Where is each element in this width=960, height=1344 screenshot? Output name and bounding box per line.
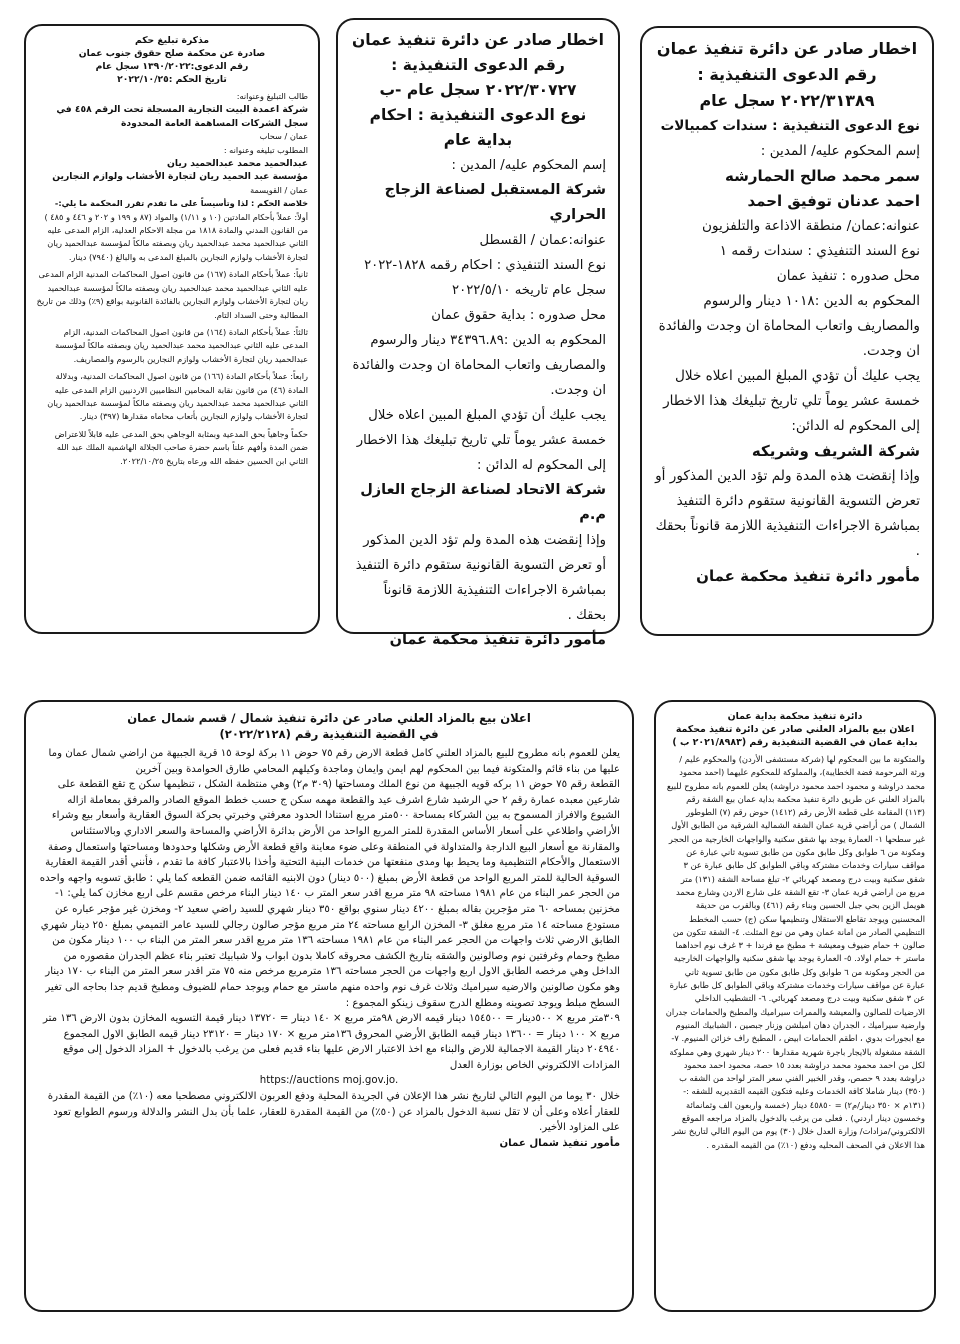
court-name: صادرة عن محكمة صلح حقوق جنوب عمان <box>78 48 266 59</box>
memo-title: مذكرة تبليغ حكم <box>134 35 210 46</box>
recipient-label: المطلوب تبليغه وعنوانه : <box>223 144 308 155</box>
case-number-label: رقم الدعوى التنفيذية : <box>391 56 565 74</box>
deed-type: نوع السند التنفيذي : سندات رقمه ١ <box>719 243 920 259</box>
auction-title: اعلان بيع بالمزاد العلني صادر عن دائرة تنفيذ محكمة بداية عمان في القضية التنفيذية رقم (٢٠٢١/٨٩٨٣ ب ) <box>672 724 918 748</box>
debtor-address: عنوانه:عمان / القسطل <box>479 233 606 248</box>
judgment-date: تاريخ الحكم :٢٠٢٢/١٠/٢٥ <box>117 74 227 85</box>
judgment-item: حكماً وجاهياً بحق المدعية وبمثابة الوجاهي بحق المدعى عليه قابلاً للاعتراض ضمن المدة وأفهم علناً باسم حضرة صاحب الجلالة الهاشمية الملك عبد الله الثاني ابن الحسين حفظه الله ورعاه بتاريخ ٢٠٢٢/١٠/٢٥. <box>54 428 308 466</box>
judgment-summary: خلاصة الحكم : لذا وتأسيساً على ما تقدم تقرر المحكمة ما يلي:- <box>54 198 308 209</box>
auction-notice-amman-first-instance <box>654 700 936 1312</box>
judgment-item: ثالثاً: عملاً بأحكام المادة (١٦٤) من قانون اصول المحاكمات المدنية، الزام المدعى عليه الثاني عبدالحميد محمد عبدالحميد ريان وبصفته مالكاً لمؤسسة عبدالحميد ريان لتجارة الأخشاب ولوازم النجارين بالرسوم والمصاريف. <box>55 326 308 364</box>
issue-place: محل صدوره : تنفيذ عمان <box>776 268 920 284</box>
auction-notice-north-amman <box>24 700 634 1312</box>
creditor-name: شركة الاتحاد لصناعة الزجاج العازل م.م <box>360 482 606 523</box>
issue-place: محل صدوره : بداية حقوق عمان <box>431 308 606 323</box>
warning-text: وإذا إنقضت هذه المدة ولم تؤد الدين المذكور أو تعرض التسوية القانونية ستقوم دائرة التنفيذ بمباشرة الاجراءات التنفيذية اللازمة قانوناً بحقك . <box>655 468 920 559</box>
case-number: ٢٠٢٢/٣١٣٨٩ سجل عام <box>699 91 875 110</box>
case-type: نوع الدعوى التنفيذية : سندات كمبيالات <box>660 118 920 134</box>
judgment-item: أولاً: عملاً بأحكام المادتين (١٠ و ١/١١) والمواد (٨٧ و ١٩٩ و ٢٠٢ و ٤٤٦ و ٤٨٥ ) من القانون المدني والمادة ١٨١٨ من مجلة الاحكام العدلية، الزام المدعى عليه الثاني عبدالحميد محمد عبدالحميد ريان وبصفته مالكاً لمؤسسة عبدالحميد ريان لتجارة الأخشاب ولوازم النجارين بالمبلغ المدعى به والبالغ (٧٩٤٠) دينار. <box>44 211 308 262</box>
execution-notice-amman-30727 <box>336 18 620 648</box>
signature: مأمور دائرة تنفيذ محكمة عمان <box>389 632 606 648</box>
debtor-address: عنوانه:عمان/ منطقة الاذاعة والتلفزيون <box>701 218 920 234</box>
auction-terms: خلال ٣٠ يوما من اليوم التالي لتاريخ نشر هذا الإعلان في الجريدة المحلية ودفع العربون الالكتروني مصطحبا معه (١٠٪) من القيمة المقدرة للعقار أعلاه وعلى أن لا تقل نسبة الدخول بالمزاد عن (٥٠٪) من القيمة المقدرة للعقار، علما بأن بدل النشر والدلالة ورسوم الطوابع تعود على المزاود الأخير. <box>47 1091 620 1134</box>
payment-demand: يجب عليك أن تؤدي المبلغ المبين اعلاه خلال خمسة عشر يوماً تلي تاريخ تبليغك هذا الاخطار إلى المحكوم له الدائن: <box>663 368 920 434</box>
department-name: دائرة تنفيذ محكمة بداية عمان <box>727 711 863 722</box>
debtor-name: احمد عدنان توفيق احمد <box>747 192 920 210</box>
judgment-amount: المحكوم به الدين :٣٤٣٩٦.٨٩ دينار والرسوم والمصاريف واتعاب المحاماة ان وجدت والفائدة ان وجدت. <box>352 333 606 398</box>
requester-address: عمان / سحاب <box>259 131 308 142</box>
auction-intro: يعلن للعموم بانه مطروح للبيع بالمزاد العلني كامل قطعة الارض رقم ٧٥ حوض ١١ بركة لوحة ١٥ قرية الجبيهة من اراضي شمال عمان وما عليها من بناء قائم والمتكونة فيما بين المحكوم لهم ايمن وايمان وماجدة وكيلهم المحامي طارق الحوامدة وبين آخرين <box>48 748 620 775</box>
case-number: ٢٠٢٢/٣٠٧٢٧ سجل عام -ب <box>379 81 577 99</box>
deed-type: نوع السند التنفيذي : احكام رقمه ١٨٢٨-٢٠٢٢ سجل عام تاريخه ٢٠٢٢/٥/١٠ <box>364 258 606 298</box>
signature: مأمور تنفيذ شمال عمان <box>499 1137 620 1149</box>
judgment-item: ثانياً: عملاً بأحكام المادة (١٦٧) من قانون اصول المحاكمات المدنية الزام المدعى عليه الثاني عبدالحميد محمد عبدالحميد ريان وبصفته مالكاً لمؤسسة عبدالحميد ريان لتجارة الأخشاب ولوازم النجارين بالفائدة القانونية بواقع (٩٪) وذلك من تاريخ المطالبة وحتى السداد التام. <box>36 269 308 320</box>
case-number-label: رقم الدعوى التنفيذية : <box>697 65 877 84</box>
creditor-name: شركة الشريف وشريكه <box>751 442 920 460</box>
auction-body: والمتكونة ما بين المحكوم لها (شركة مستشفى الأردن) والمحكوم عليم /ورثة المرحومة فضة الخطايبة)، والمملوكة للمحكوم عليهما (احمد محمود محمد دراوشة و محمود احمد محمود دراوشة) يعلن للعموم بانه مطروح للبيع بالمزاد العلني عن طريق دائرة تنفيذ محكمة بداية عمان بيع الشقة رقم (١١٣) المقامة على قطعة الأرض رقم (١٤١٢) حوض رقم (٧) الطوطور الشمال ) من أراضي قرية عمان الشقة الشمالية الشرقية من الطابق الأول غير سطحها ١- العمارة يوجد بها شقق سكنية والواجهات الخارجية من الحجر ومكونة من ٦ طوابق وكل طابق مكون من طابق تسوية ثاني عبارة عن مواقف سيارات وخدمات مشتركة وباقي الطوابق كل طابق عبارة عن ٣ شقق سكنية وبيت درج ومصعد كهربائي ٢- تبلغ مساحة الشقة (١٣١) متر مربع من اراضي قرية عمان ٣- تقع الشقة على شارع الاردن وشارع محمد هويمل الزين بحي جبل الحسين وبناء رقم (٤٦١) وبالقرب من حديقة المحسنين ويوجد تقاطع الاستقلال وتنظيمها سكن (ج) حسب المخطط التنظيمي الصادر من امانة عمان وهي من نوع المثلث. ٤- الشقة تتكون من صالون + حمام ضيوف ومعيشة + مطبخ مع فرندا + ٣ غرف نوم احداهما ماستر + حمام اولاد. ٥- العمارة يوجد بها شقق سكنية والواجهات الخارجية من الحجر ومكونة من ٦ طوابق وكل طابق مكون من طابق تسوية ثاني عبارة عن مواقف سيارات وخدمات مشتركة وباقي الطوابق كل طابق عبارة عن ٣ شقق سكنية وبيت درج ومصعد كهربائي. ٦- التشطيب الداخلي الارضيات للصالون والمعيشة والممرات سيراميك والمطبخ والحمامات جدران وارضية سيراميك ، الجدران دهان امبلشن وزنار جبصين ، الشبابيك المنيوم مع ابجورات بدوي ، اطقم الحمامات ابيض ، المطبخ راف خزائن المنيوم. ٧- الشقة مشغولة بالايجار باجرة شهرية مقدارها ٢٠٠ دينار شهري وهي مملوكة لكل من احمد محمود محمد دراوشة بعدد ١٥ حصة، محمود احمد محمود دراوشة بعدد ٩ حصص، وقدر الخبير الفني سعر المتر لواحد من الشقه ب (٣٥٠) دينار شاملا كافة الخدمات وعليه فتكون القيمه التقديريه للشقه :- (١٣١م × ٣٥٠ دينار/م٢) = ٤٥٨٥٠ دينار (خمسة واربعون الف وثمانمائة وخمسون دينار اردني) . فعلى من يرغب بالدخول بالمزاد مراجعه الموقع الالكتروني/مزادات/ وزارة العدل خلال (٣٠) يوم من اليوم التالي لتاريخ نشر هذا الاعلان في الصحف المحليه ودفع (١٠٪) من القيمه المقدره . <box>665 754 925 1150</box>
case-type: نوع الدعوى التنفيذية : احكام بداية عام <box>369 106 587 149</box>
judgment-item: رابعاً: عملاً بأحكام المادة (١٦٦) من قانون اصول المحاكمات المدنية، وبدلالة المادة (٤٦) من قانون نقابة المحامين النظاميين الاردنيين الزام المدعى عليه الثاني عبدالحميد محمد عبدالحميد ريان وبصفته مالكاً لمؤسسة عبدالحميد ريان لتجارة الأخشاب ولوازم النجارين بأتعاب محاماه مقدارها (٣٩٧) دينار. <box>47 371 308 422</box>
recipient-name: مؤسسة عبد الحميد ريان لتجارة الأخشاب ولوازم النجارين <box>52 171 308 183</box>
case-number: في القضية التنفيذية رقم (٢٠٢٢/٢١٢٨) <box>219 727 439 741</box>
debtor-label: إسم المحكوم عليه/ المدين : <box>760 143 920 159</box>
debtor-name: شركة المستقبل لصناعة الزجاج الحراري <box>384 182 606 223</box>
recipient-name: عبدالحميد محمد عبدالحميد ريان <box>167 158 308 170</box>
recipient-address: عمان / القويسمة <box>250 184 308 195</box>
judgment-notification-memo <box>24 24 320 634</box>
property-description: القطعة رقم ٧٥ حوض ١١ بركه قويه الجبيهة من نوع الملك ومساحتها (٣٠٩ م٢) وهي منتظمة الشكل ، تنظيمها سكن ج تقع القطعة على شارعين معبده عمارة رقم ٢ حي الرشيد شارع اشرف عيد والقطعة مهمه سكن ج حسب خطط الموقع الصادر والمرفق بمعاملة ازاله الشيوع والافراز المسموح به بين الشركاء بمساحة ٥٠٠متر مربع استنادا الحدود معرفتي وخبرتي بحركة السوق العقارية وأسعار بيع وشراء الأراضي واطلاعي على أسعار الأساس المقدرة للمتر المربع الواحد من الأرض بدائرة الأراضي والمساحة والسعر الاداري وبالاستئناس والمقارنة مع أسعار البيع الدارجة والمتداولة في المنطقة وعلى ضوء معاينة واقع قطعة الأرض وشكلها وحدودها ومساحتها واستعمال وصفة الاستعمال والأحكام التنظيمية وما يحيط بها ومدى منفعتها من خدمات البنية التحتية وأخذا بالاعتبار كافة ما تقدم ، فأنني أقدر القيمة العقارية السوقية الحالية للمتر المربع الواحد من قطعة الأرض بمبلغ (٥٠٠ دينار) دون الابنيه القائمه ضمن القطعه كما يلي : طابق تسويه واجهه واحده من الحجر عمر البناء من عام ١٩٨١ مساحته ٩٨ متر مربع اقدر سعر المتر ب ١٤٠ دينار البناء مرخص مقسم على اربع مخازن كما يلي: ١- مخزنين بمساحه ٦٠ متر مؤجرين بقاله بمبلغ ٤٢٠٠ دينار سنوي بواقع ٣٥٠ دينار شهري للسيد راضي سعيد ٢- ومخزن غير مؤجر عباره عن مستودع مساحته ١٤ متر مربع مغلق ٣- المخزن الرابع مساحته ٢٤ متر مربع مؤجر صالون رجالي للسيد عامر التميمي بمبلغ ٢٥٠ دينار شهري الطابق الارضي ثلاث واجهات من الحجر عمر البناء من عام ١٩٨١ مساحته ١٣٦ متر مربع اقدر سعر المتر من البناء ب ١٠٠ دينار مكون من مطبخ وحمام وغرفتين نوم وصالونين والشقه بتاريخ الكشف محروقه كاملا بدون ابواب ولا شبابيك تعتبر بناء عظم الجدران مقصوره من الداخل وهي مرخصه الطابق الاول اربع واجهات من الحجر مساحته ١٣٦ مترمربع مرخص منه ٧٥ متر اقدر سعر المتر من البناء ب ١٧٠ دينار وهو مكون صالونين والارضيه سيراميك وثلاث غرف نوم واحده منهم ماستر مع حمام ويوجد حمام للضيوف ومطبخ قديم جدا بحاجه الى تغير السطح مبلط ويوجد تصوينه ومطلع الدرج سقوف زينكو المجموع : <box>39 779 620 1009</box>
judgment-amount: المحكوم به الدين :١٠١٨ دينار والرسوم والمصاريف واتعاب المحاماة ان وجدت والفائدة ان وجدت. <box>658 293 920 359</box>
requester-label: طالب التبليغ وعنوانه: <box>236 91 308 101</box>
notice-title: اخطار صادر عن دائرة تنفيذ عمان <box>656 39 918 58</box>
requester-name: شركة اعمدة البيت التجارية المسجلة تحت الرقم ٤٥٨ في سجل الشركات المساهمة العامة المحدودة <box>56 104 308 129</box>
warning-text: وإذا إنقضت هذه المدة ولم تؤد الدين المذكور أو تعرض التسوية القانونية ستقوم دائرة التنفيذ بمباشرة الاجراءات التنفيذية اللازمة قانوناً بحقك . <box>355 533 606 623</box>
payment-demand: يجب عليك أن تؤدي المبلغ المبين اعلاه خلال خمسة عشر يوماً تلي تاريخ تبليغك هذا الاخطار إلى المحكوم له الدائن : <box>356 408 606 473</box>
auction-title: اعلان بيع بالمزاد العلني صادر عن دائرة تنفيذ شمال / قسم شمال عمان <box>127 711 531 725</box>
case-number: رقم الدعوى:١٣٩٠/٢٠٢٢ سجل عام <box>95 61 249 72</box>
execution-notice-amman-31389 <box>640 26 934 636</box>
debtor-label: إسم المحكوم عليه/ المدين : <box>451 158 606 173</box>
debtor-name: سمر محمد صالح الحمارشه <box>725 167 920 185</box>
valuation-summary: ٣٠٩متر مربع × ٥٠٠دينار = ١٥٤٥٠٠ دينار قيمه الارض ٩٨متر مربع × ١٤٠ دينار = ١٣٧٢٠ دينار قيمة التسويه المخازن بدون الارض ١٣٦ متر مربع × ١٠٠ دينار = ١٣٦٠٠ دينار قيمه الطابق الأرضي المحروق ١٣٦متر مربع × ١٧٠ دينار = ٢٣١٢٠ دينار قيمه الطابق الاول المجموع ٢٠٤٩٤٠ دينار القيمة الاجمالية للارض والبناء مع اخذ الاعتبار الارض عليها بناء قديم فعلى من يرغب بالدخول + المزاد الدخول إلى موقع المزادات الالكتروني الخاص بوزارة العدل <box>42 1013 620 1071</box>
notice-title: اخطار صادر عن دائرة تنفيذ عمان <box>351 31 604 49</box>
auction-url[interactable]: https://auctions moj.gov.jo. <box>259 1075 399 1087</box>
signature: مأمور دائرة تنفيذ محكمة عمان <box>696 567 920 585</box>
